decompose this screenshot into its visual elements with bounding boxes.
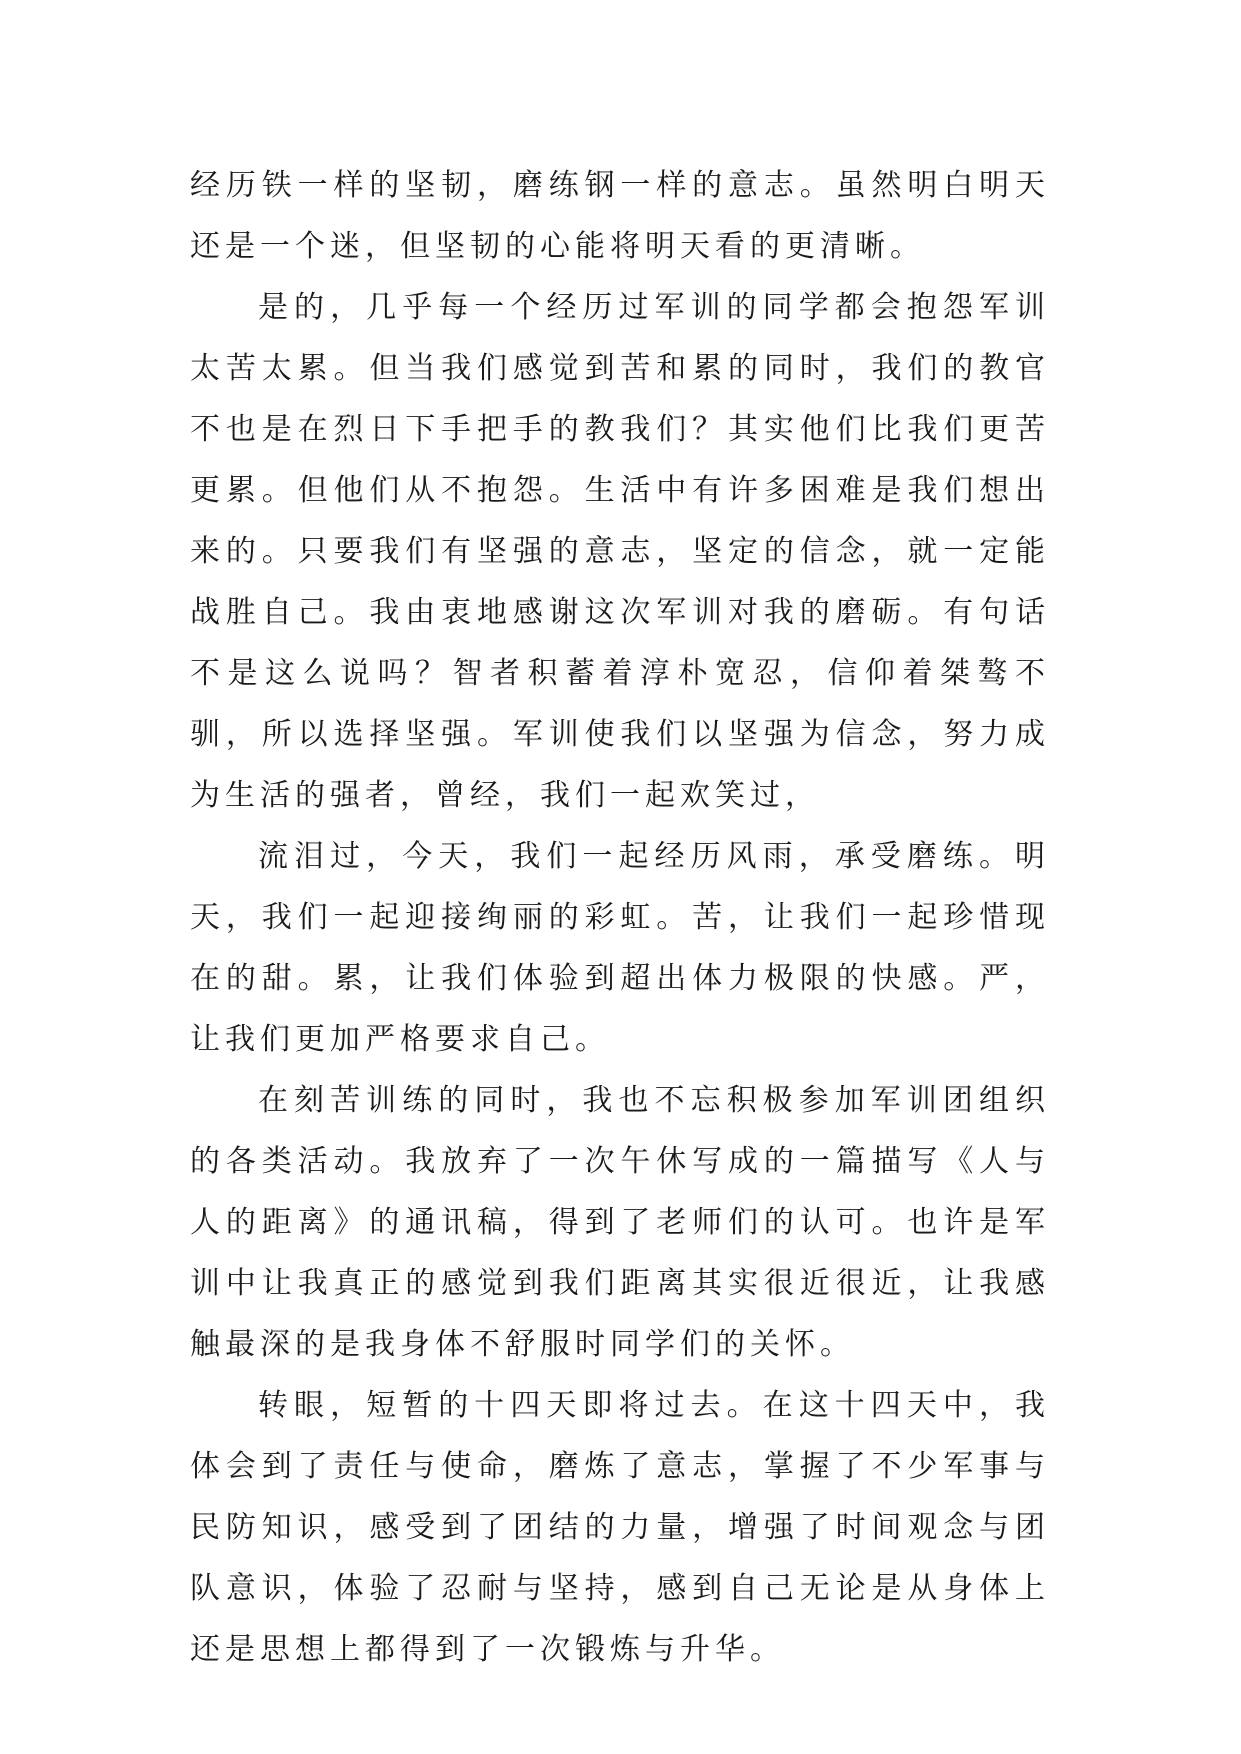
paragraph-1: 经历铁一样的坚韧，磨练钢一样的意志。虽然明白明天还是一个迷，但坚韧的心能将明天看的更清晰。 [190, 168, 1050, 264]
body-text [190, 155, 1050, 1680]
paragraph-2: 是的，几乎每一个经历过军训的同学都会抱怨军训太苦太累。但当我们感觉到苦和累的同时，我们的教官不也是在烈日下手把手的教我们？其实他们比我们更苦更累。但他们从不抱怨。生活中有许多困难是我们想出来的。只要我们有坚强的意志，坚定的信念，就一定能战胜自己。我由衷地感谢这次军训对我的磨砺。有句话不是这么说吗？智者积蓄着淳朴宽忍，信仰着桀骜不驯，所以选择坚强。军训使我们以坚强为信念，努力成为生活的强者，曾经，我们一起欢笑过， [190, 290, 1050, 813]
paragraph-5: 转眼，短暂的十四天即将过去。在这十四天中，我体会到了责任与使命，磨炼了意志，掌握了不少军事与民防知识，感受到了团结的力量，增强了时间观念与团队意识，体验了忍耐与坚持，感到自己无论是从身体上还是思想上都得到了一次锻炼与升华。 [190, 1388, 1050, 1667]
paragraph-3: 流泪过，今天，我们一起经历风雨，承受磨练。明天，我们一起迎接绚丽的彩虹。苦，让我们一起珍惜现在的甜。累，让我们体验到超出体力极限的快感。严，让我们更加严格要求自己。 [190, 839, 1050, 1057]
paragraph-4: 在刻苦训练的同时，我也不忘积极参加军训团组织的各类活动。我放弃了一次午休写成的一篇描写《人与人的距离》的通讯稿，得到了老师们的认可。也许是军训中让我真正的感觉到我们距离其实很近很近，让我感触最深的是我身体不舒服时同学们的关怀。 [190, 1083, 1050, 1362]
